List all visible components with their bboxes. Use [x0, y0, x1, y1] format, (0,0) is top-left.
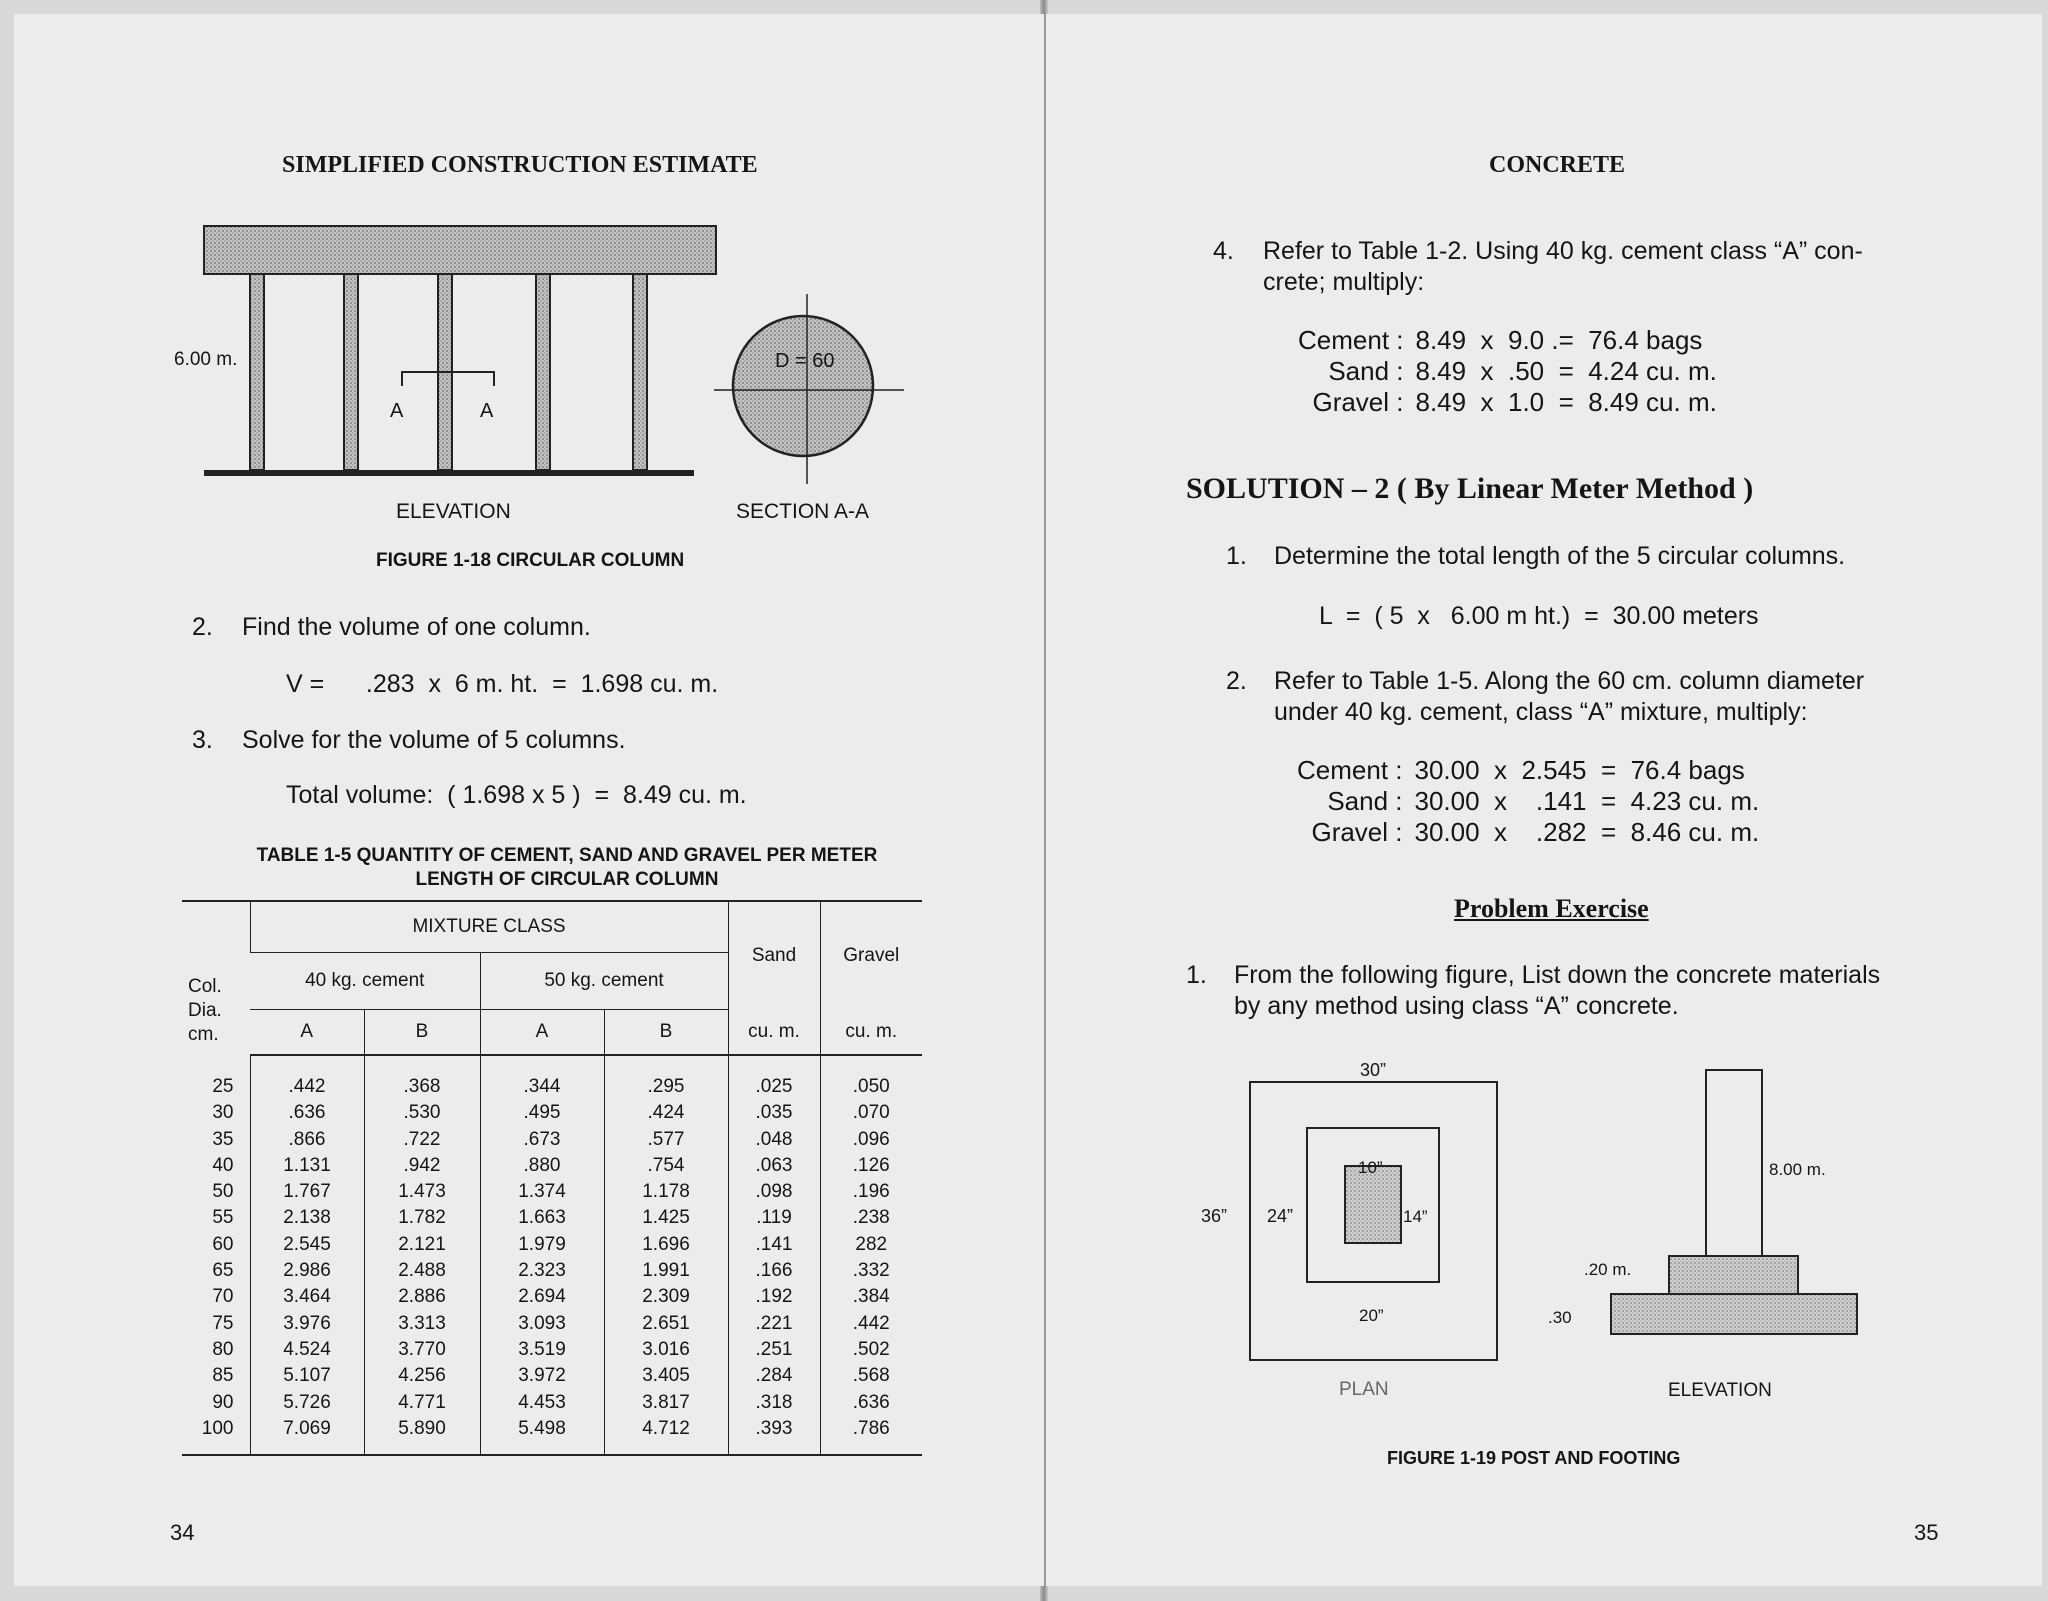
table-row — [182, 1127, 922, 1153]
cut-label-left: A — [390, 400, 404, 422]
table-title-line2: LENGTH OF CIRCULAR COLUMN — [415, 869, 719, 890]
table-title — [202, 844, 932, 892]
elevation-pedestal — [1669, 1256, 1798, 1294]
table-cell: 5.890 — [364, 1416, 480, 1455]
row-diameter-cell: 70 — [212, 1286, 234, 1308]
group-40kg-header: 40 kg. cement — [250, 953, 480, 1010]
table-row — [182, 1284, 922, 1310]
table-cell: .722 — [364, 1127, 480, 1153]
row-diameter-cell: 35 — [212, 1128, 234, 1150]
cut-label-right: A — [480, 400, 494, 422]
right-page — [1046, 14, 2042, 1586]
table-cell: 2.323 — [480, 1258, 604, 1284]
length-formula: L = ( 5 x 6.00 m ht.) = 30.00 meters — [1319, 602, 1759, 630]
calc-row: Gravel : 8.49 x 1.0 = 8.49 cu. m. — [1312, 387, 1717, 417]
table-row — [182, 1179, 922, 1205]
sub-b-header: B — [604, 1010, 728, 1056]
section-diameter-label: D = 60 — [775, 350, 835, 372]
table-cell: .866 — [250, 1127, 364, 1153]
table-cell: .344 — [480, 1055, 604, 1100]
row-diameter-cell: 65 — [212, 1260, 234, 1282]
table-cell: 1.374 — [480, 1179, 604, 1205]
table-cell: .238 — [820, 1205, 922, 1231]
table-cell: 3.972 — [480, 1363, 604, 1389]
table-cell: .442 — [250, 1055, 364, 1100]
table-row — [182, 1311, 922, 1337]
page-number: 35 — [1914, 1520, 1939, 1545]
table-cell: 3.464 — [250, 1284, 364, 1310]
section-circle — [733, 316, 873, 456]
table-cell: 4.712 — [604, 1416, 728, 1455]
solution-title: SOLUTION – 2 ( By Linear Meter Method ) — [1186, 472, 1754, 505]
table-cell: .577 — [604, 1127, 728, 1153]
sub-b-header: B — [364, 1010, 480, 1056]
table-cell: .141 — [728, 1232, 820, 1258]
row-diameter-cell: 40 — [212, 1154, 234, 1176]
row-diameter-cell: 25 — [212, 1075, 234, 1097]
table-cell: 2.545 — [250, 1232, 364, 1258]
table-cell: .035 — [728, 1100, 820, 1126]
mixture-class-header: MIXTURE CLASS — [250, 901, 728, 953]
total-volume-formula: Total volume: ( 1.698 x 5 ) = 8.49 cu. m. — [286, 781, 747, 809]
step-number: 2. — [1226, 667, 1247, 695]
elevation-drawing — [14, 14, 1044, 574]
step-text-line1: From the following figure, List down the concrete materials — [1234, 961, 1881, 989]
post-footing-drawing — [1046, 14, 2042, 1586]
table-cell: 4.771 — [364, 1390, 480, 1416]
row-diameter-cell: 75 — [212, 1312, 234, 1334]
elevation-caption: ELEVATION — [396, 500, 511, 523]
table-cell: .502 — [820, 1337, 922, 1363]
row-diameter-cell: 100 — [182, 1416, 250, 1455]
step-text-line2: under 40 kg. cement, class “A” mixture, multiply: — [1274, 698, 1808, 726]
table-cell: .568 — [820, 1363, 922, 1389]
table-cell: .442 — [820, 1311, 922, 1337]
pedestal-height-dim: .20 m. — [1584, 1260, 1632, 1279]
col-dia-header: Col. Dia. cm. — [182, 901, 250, 1055]
plan-inner-dim: 24” — [1267, 1206, 1294, 1226]
row-diameter-cell: 90 — [212, 1391, 234, 1413]
table-cell: 7.069 — [250, 1416, 364, 1455]
table-row — [182, 1337, 922, 1363]
table-cell: .196 — [820, 1179, 922, 1205]
table-row — [182, 1363, 922, 1389]
sub-a-header: A — [480, 1010, 604, 1056]
row-diameter-cell: 30 — [212, 1102, 234, 1124]
table-cell: 3.093 — [480, 1311, 604, 1337]
step-number: 2. — [192, 613, 213, 641]
calc-row: Cement : 30.00 x 2.545 = 76.4 bags — [1297, 755, 1745, 785]
beam — [204, 226, 716, 274]
step-number: 1. — [1186, 961, 1207, 989]
gravel-header: Gravel — [820, 901, 922, 1010]
table-cell: .424 — [604, 1100, 728, 1126]
table-cell: 3.817 — [604, 1390, 728, 1416]
footing-height-dim: .30 — [1548, 1308, 1572, 1327]
table-cell: .384 — [820, 1284, 922, 1310]
row-diameter-cell: 85 — [212, 1365, 234, 1387]
page-number: 34 — [170, 1520, 195, 1545]
step-text-line1: Refer to Table 1-5. Along the 60 cm. column diameter — [1274, 667, 1865, 695]
table-cell: 3.313 — [364, 1311, 480, 1337]
calc-row: Cement : 8.49 x 9.0 .= 76.4 bags — [1298, 325, 1703, 355]
table-cell: .126 — [820, 1153, 922, 1179]
section-caption: SECTION A-A — [736, 500, 870, 523]
table-cell: .284 — [728, 1363, 820, 1389]
calc-row: Sand : 8.49 x .50 = 4.24 cu. m. — [1328, 356, 1717, 386]
left-page — [14, 14, 1044, 1586]
table-cell: .368 — [364, 1055, 480, 1100]
figure-title: FIGURE 1-18 CIRCULAR COLUMN — [376, 550, 685, 571]
pedestal-dim: 20” — [1359, 1306, 1384, 1325]
table-cell: 1.979 — [480, 1232, 604, 1258]
plan-caption: PLAN — [1339, 1379, 1389, 1400]
table-cell: .786 — [820, 1416, 922, 1455]
step-number: 3. — [192, 726, 213, 754]
table-cell: .295 — [604, 1055, 728, 1100]
table-cell: 2.651 — [604, 1311, 728, 1337]
post-depth-dim: 14” — [1403, 1207, 1428, 1226]
table-cell: 4.524 — [250, 1337, 364, 1363]
table-cell: .332 — [820, 1258, 922, 1284]
table-cell: .530 — [364, 1100, 480, 1126]
table-cell: .096 — [820, 1127, 922, 1153]
step-number: 4. — [1213, 237, 1234, 265]
table-cell: .880 — [480, 1153, 604, 1179]
calc-row: Gravel : 30.00 x .282 = 8.46 cu. m. — [1311, 817, 1760, 847]
height-label: 6.00 m. — [174, 349, 238, 370]
table-row — [182, 1232, 922, 1258]
table-row — [182, 1205, 922, 1231]
table-cell: 282 — [820, 1232, 922, 1258]
table-cell: 3.976 — [250, 1311, 364, 1337]
group-50kg-header: 50 kg. cement — [480, 953, 728, 1010]
table-row — [182, 1055, 922, 1100]
table-cell: .025 — [728, 1055, 820, 1100]
sand-unit-header: cu. m. — [728, 1010, 820, 1056]
calc-row: Sand : 30.00 x .141 = 4.23 cu. m. — [1327, 786, 1760, 816]
figure-title: FIGURE 1-19 POST AND FOOTING — [1387, 1448, 1681, 1468]
table-title-line1: TABLE 1-5 QUANTITY OF CEMENT, SAND AND GRAVEL PER METER — [256, 845, 878, 866]
table-cell: .063 — [728, 1153, 820, 1179]
row-diameter-cell: 80 — [212, 1338, 234, 1360]
running-header: CONCRETE — [1489, 152, 1626, 178]
table-cell: 1.782 — [364, 1205, 480, 1231]
sub-a-header: A — [250, 1010, 364, 1056]
table-cell: 2.309 — [604, 1284, 728, 1310]
table-cell: 1.663 — [480, 1205, 604, 1231]
table-cell: 1.178 — [604, 1179, 728, 1205]
table-cell: 5.726 — [250, 1390, 364, 1416]
table-cell: 5.107 — [250, 1363, 364, 1389]
row-diameter-cell: 50 — [212, 1181, 234, 1203]
gravel-unit-header: cu. m. — [820, 1010, 922, 1056]
table-cell: .098 — [728, 1179, 820, 1205]
table-cell: .495 — [480, 1100, 604, 1126]
table-row — [182, 1390, 922, 1416]
table-cell: 5.498 — [480, 1416, 604, 1455]
table-cell: 1.696 — [604, 1232, 728, 1258]
step-text-line2: crete; multiply: — [1263, 268, 1425, 296]
post-height-dim: 8.00 m. — [1769, 1160, 1826, 1179]
table-cell: .070 — [820, 1100, 922, 1126]
table-cell: 2.986 — [250, 1258, 364, 1284]
step-text: Determine the total length of the 5 circular columns. — [1274, 542, 1846, 570]
plan-top-dim: 30” — [1360, 1060, 1387, 1080]
table-cell: .393 — [728, 1416, 820, 1455]
table-row — [182, 1416, 922, 1455]
table-cell: 3.770 — [364, 1337, 480, 1363]
table-cell: .119 — [728, 1205, 820, 1231]
plan-left-dim: 36” — [1201, 1206, 1228, 1226]
problem-exercise-title: Problem Exercise — [1454, 894, 1649, 923]
step-text-line2: by any method using class “A” concrete. — [1234, 992, 1679, 1020]
table-cell: .318 — [728, 1390, 820, 1416]
table-row — [182, 1100, 922, 1126]
table-cell: .942 — [364, 1153, 480, 1179]
table-cell: .048 — [728, 1127, 820, 1153]
table-cell: 4.453 — [480, 1390, 604, 1416]
step-text: Find the volume of one column. — [242, 613, 591, 641]
table-cell: 1.991 — [604, 1258, 728, 1284]
table-cell: .050 — [820, 1055, 922, 1100]
table-cell: .673 — [480, 1127, 604, 1153]
table-cell: .636 — [250, 1100, 364, 1126]
table-cell: 4.256 — [364, 1363, 480, 1389]
table-cell: 2.886 — [364, 1284, 480, 1310]
table-row — [182, 1153, 922, 1179]
table-cell: 3.405 — [604, 1363, 728, 1389]
table-cell: 1.425 — [604, 1205, 728, 1231]
table-row — [182, 1258, 922, 1284]
table-cell: 2.694 — [480, 1284, 604, 1310]
table-cell: .251 — [728, 1337, 820, 1363]
table-cell: 1.473 — [364, 1179, 480, 1205]
table-cell: 3.016 — [604, 1337, 728, 1363]
table-cell: 1.131 — [250, 1153, 364, 1179]
table-cell: 3.519 — [480, 1337, 604, 1363]
table-cell: .754 — [604, 1153, 728, 1179]
quantity-table — [182, 900, 922, 1456]
table-cell: 1.767 — [250, 1179, 364, 1205]
elevation-post — [1706, 1070, 1762, 1256]
table-cell: .166 — [728, 1258, 820, 1284]
sand-header: Sand — [728, 901, 820, 1010]
elevation-footing — [1611, 1294, 1857, 1334]
post-width-dim: 10” — [1358, 1158, 1383, 1177]
table-cell: 2.121 — [364, 1232, 480, 1258]
table-cell: 2.488 — [364, 1258, 480, 1284]
table-cell: .636 — [820, 1390, 922, 1416]
step-number: 1. — [1226, 542, 1247, 570]
running-header: SIMPLIFIED CONSTRUCTION ESTIMATE — [282, 152, 758, 178]
table-cell: .221 — [728, 1311, 820, 1337]
row-diameter-cell: 60 — [212, 1233, 234, 1255]
table-cell: .192 — [728, 1284, 820, 1310]
volume-formula: V = .283 x 6 m. ht. = 1.698 cu. m. — [286, 670, 719, 698]
table-cell: 2.138 — [250, 1205, 364, 1231]
step-text-line1: Refer to Table 1-2. Using 40 kg. cement class “A” con- — [1263, 237, 1863, 265]
step-text: Solve for the volume of 5 columns. — [242, 726, 626, 754]
row-diameter-cell: 55 — [212, 1207, 234, 1229]
elevation-caption: ELEVATION — [1668, 1380, 1772, 1401]
